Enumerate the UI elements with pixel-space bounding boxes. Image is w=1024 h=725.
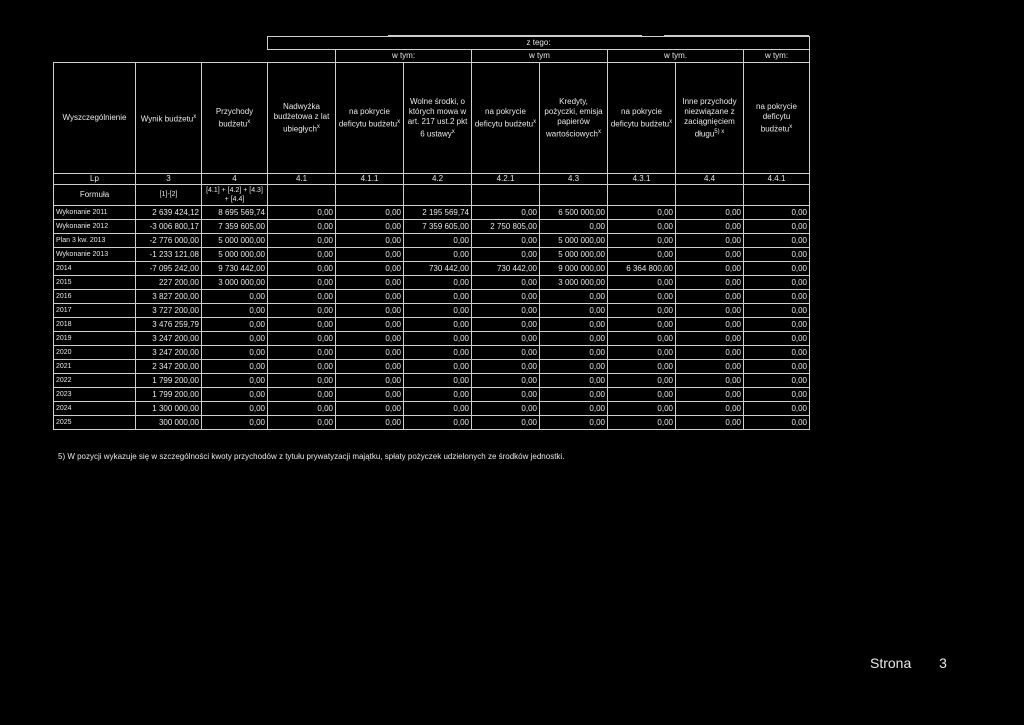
column-header: Nadwyżka budżetowa z lat ubiegłych$^x$ [268, 63, 336, 174]
table-row [54, 234, 810, 248]
cell-value: 0,00 [472, 206, 540, 220]
lp-value: 4.1 [268, 174, 336, 185]
z-tego-label: z tego: [268, 37, 810, 50]
cell-value: 0,00 [744, 332, 810, 346]
cell-value: 0,00 [268, 374, 336, 388]
column-header: Inne przychody niezwiązane z zaciągnięciem długu$^{5) x}$ [676, 63, 744, 174]
cell-value: 0,00 [404, 318, 472, 332]
cell-value: 0,00 [404, 416, 472, 430]
cell-value: -1 233 121,08 [136, 248, 202, 262]
cell-value: 0,00 [336, 374, 404, 388]
cell-value: 0,00 [404, 374, 472, 388]
column-header: Wynik budżetu$^x$ [136, 63, 202, 174]
cell-value: 0,00 [202, 346, 268, 360]
cell-value: 0,00 [268, 206, 336, 220]
table-row [54, 318, 810, 332]
cell-value: 0,00 [676, 206, 744, 220]
cell-value: 0,00 [608, 346, 676, 360]
cell-value: -7 095 242,00 [136, 262, 202, 276]
cell-value: 0,00 [608, 318, 676, 332]
cell-value: 0,00 [336, 416, 404, 430]
footnote: 5) W pozycji wykazuje się w szczególności kwoty przychodów z tytułu prywatyzacji majątku, spłaty pożyczek udzielonych ze środków jednostki. [58, 452, 565, 461]
cell-value: 0,00 [676, 318, 744, 332]
column-header: Wyszczególnienie [54, 63, 136, 174]
cell-value: 300 000,00 [136, 416, 202, 430]
cell-value: 0,00 [676, 374, 744, 388]
column-header: Przychody budżetu$^x$ [202, 63, 268, 174]
cell-value: 0,00 [404, 234, 472, 248]
table-row [54, 332, 810, 346]
cell-value: 2 347 200,00 [136, 360, 202, 374]
cell-value: 0,00 [744, 290, 810, 304]
cell-value: 0,00 [268, 388, 336, 402]
row-label: 2022 [54, 374, 136, 388]
table-row [54, 206, 810, 220]
row-label: 2014 [54, 262, 136, 276]
cell-value: 1 300 000,00 [136, 402, 202, 416]
cell-value: 0,00 [472, 332, 540, 346]
cell-value: 0,00 [472, 304, 540, 318]
cell-value: 0,00 [608, 304, 676, 318]
cell-value: 0,00 [744, 374, 810, 388]
budget-table [53, 36, 810, 430]
cell-value: 0,00 [472, 416, 540, 430]
cell-value: 0,00 [608, 416, 676, 430]
w-tym-label: w tym: [744, 50, 810, 63]
cell-value: 0,00 [472, 388, 540, 402]
cell-value: 0,00 [404, 360, 472, 374]
cell-value: 0,00 [268, 360, 336, 374]
cell-value: 9 730 442,00 [202, 262, 268, 276]
row-label: Wykonanie 2011 [54, 206, 136, 220]
cell-value: 0,00 [202, 332, 268, 346]
cell-value: 0,00 [676, 360, 744, 374]
cell-value: 0,00 [336, 388, 404, 402]
cell-value: 0,00 [472, 346, 540, 360]
table-row [54, 374, 810, 388]
cell-value: 0,00 [268, 220, 336, 234]
cell-value: 0,00 [404, 332, 472, 346]
cell-value: 0,00 [472, 234, 540, 248]
cell-value: 0,00 [608, 206, 676, 220]
row-label: 2017 [54, 304, 136, 318]
cell-value: 0,00 [744, 402, 810, 416]
cell-value: 0,00 [268, 248, 336, 262]
cell-value: 0,00 [336, 276, 404, 290]
cell-value: 0,00 [202, 402, 268, 416]
row-label: 2023 [54, 388, 136, 402]
cell-value: 0,00 [472, 402, 540, 416]
cell-value: 0,00 [540, 402, 608, 416]
table-row [54, 220, 810, 234]
cell-value: 5 000 000,00 [202, 248, 268, 262]
cell-value: 0,00 [404, 388, 472, 402]
cell-value: 0,00 [540, 332, 608, 346]
row-label: Wykonanie 2012 [54, 220, 136, 234]
cell-value: 0,00 [268, 332, 336, 346]
cell-value: 0,00 [336, 318, 404, 332]
cell-value: 3 476 259,79 [136, 318, 202, 332]
cell-value: 0,00 [336, 248, 404, 262]
cell-value: 0,00 [336, 290, 404, 304]
cell-value: 0,00 [404, 402, 472, 416]
cell-value: 0,00 [336, 220, 404, 234]
cell-value: 0,00 [676, 304, 744, 318]
cell-value: 0,00 [676, 402, 744, 416]
row-label: 2024 [54, 402, 136, 416]
cell-value: 0,00 [608, 360, 676, 374]
table-row [54, 388, 810, 402]
lp-value: 4.3.1 [608, 174, 676, 185]
table-row [54, 346, 810, 360]
cell-value: 0,00 [268, 346, 336, 360]
cell-value: 227 200,00 [136, 276, 202, 290]
cell-value: 0,00 [202, 318, 268, 332]
cell-value: 0,00 [202, 388, 268, 402]
cell-value: 9 000 000,00 [540, 262, 608, 276]
w-tym-label: w tym. [608, 50, 744, 63]
z-tego-row [54, 37, 810, 50]
cell-value: 0,00 [744, 262, 810, 276]
cell-value: 0,00 [744, 388, 810, 402]
cell-value: 0,00 [268, 262, 336, 276]
table-row [54, 304, 810, 318]
cell-value: 0,00 [336, 262, 404, 276]
cell-value: 0,00 [676, 276, 744, 290]
cell-value: 0,00 [336, 332, 404, 346]
row-label: 2020 [54, 346, 136, 360]
cell-value: 2 750 805,00 [472, 220, 540, 234]
row-label: 2019 [54, 332, 136, 346]
w-tym-row [54, 50, 810, 63]
column-header: Wolne środki, o których mowa w art. 217 ust.2 pkt 6 ustawy$^x$ [404, 63, 472, 174]
cell-value: 0,00 [744, 248, 810, 262]
w-tym-label: w tym: [336, 50, 472, 63]
formula-label: Formuła [54, 185, 136, 206]
cell-value: 0,00 [404, 304, 472, 318]
lp-value: 4.1.1 [336, 174, 404, 185]
cell-value: 0,00 [744, 346, 810, 360]
column-header: na pokrycie deficytu budżetu$^x$ [336, 63, 404, 174]
cell-value: 0,00 [540, 304, 608, 318]
table-row [54, 360, 810, 374]
cell-value: 0,00 [202, 416, 268, 430]
cell-value: 0,00 [676, 290, 744, 304]
cell-value: 0,00 [268, 304, 336, 318]
lp-value: 4.2 [404, 174, 472, 185]
cell-value: 0,00 [540, 360, 608, 374]
cell-value: 0,00 [608, 220, 676, 234]
formula-value: [4.1] + [4.2] + [4.3] + [4.4] [202, 185, 268, 206]
lp-value: 4.4 [676, 174, 744, 185]
cell-value: 0,00 [744, 416, 810, 430]
row-label: 2018 [54, 318, 136, 332]
cell-value: 0,00 [336, 206, 404, 220]
formula-value: [1]-[2] [136, 185, 202, 206]
cell-value: 0,00 [540, 290, 608, 304]
cell-value: 0,00 [268, 290, 336, 304]
cell-value: 2 195 569,74 [404, 206, 472, 220]
cell-value: 0,00 [202, 290, 268, 304]
column-header: na pokrycie deficytu budżetu$^x$ [608, 63, 676, 174]
cell-value: 3 727 200,00 [136, 304, 202, 318]
cell-value: 0,00 [540, 374, 608, 388]
cell-value: 0,00 [744, 360, 810, 374]
table-row [54, 290, 810, 304]
cell-value: 3 000 000,00 [202, 276, 268, 290]
lp-value: 4.2.1 [472, 174, 540, 185]
cell-value: 0,00 [336, 234, 404, 248]
cell-value: 5 000 000,00 [540, 234, 608, 248]
page-number: 3 [939, 655, 947, 671]
cell-value: 0,00 [540, 346, 608, 360]
cell-value: 7 359 605,00 [404, 220, 472, 234]
formula-row [54, 185, 810, 206]
cell-value: 0,00 [676, 248, 744, 262]
cell-value: -3 006 800,17 [136, 220, 202, 234]
cell-value: 0,00 [744, 206, 810, 220]
cell-value: 0,00 [540, 416, 608, 430]
table-row [54, 402, 810, 416]
row-label: 2015 [54, 276, 136, 290]
table-row [54, 248, 810, 262]
column-header-row [54, 63, 810, 174]
cell-value: 3 000 000,00 [540, 276, 608, 290]
cell-value: 0,00 [472, 360, 540, 374]
cell-value: 0,00 [608, 332, 676, 346]
cell-value: 0,00 [404, 346, 472, 360]
cell-value: 0,00 [676, 234, 744, 248]
page-label: Strona [870, 655, 912, 671]
cell-value: 6 364 800,00 [608, 262, 676, 276]
cell-value: 0,00 [336, 346, 404, 360]
row-label: 2021 [54, 360, 136, 374]
cell-value: 7 359 605,00 [202, 220, 268, 234]
table-row [54, 416, 810, 430]
cell-value: 0,00 [608, 248, 676, 262]
cell-value: 0,00 [608, 402, 676, 416]
cell-value: 5 000 000,00 [540, 248, 608, 262]
cell-value: 3 827 200,00 [136, 290, 202, 304]
lp-value: 4 [202, 174, 268, 185]
cell-value: 0,00 [472, 276, 540, 290]
cell-value: 0,00 [336, 304, 404, 318]
cell-value: 6 500 000,00 [540, 206, 608, 220]
cell-value: 3 247 200,00 [136, 332, 202, 346]
lp-label: Lp [54, 174, 136, 185]
cell-value: 8 695 569,74 [202, 206, 268, 220]
cell-value: 0,00 [336, 360, 404, 374]
row-label: 2025 [54, 416, 136, 430]
cell-value: 0,00 [676, 262, 744, 276]
cell-value: 0,00 [472, 248, 540, 262]
column-header: na pokrycie deficytu budżetu$^x$ [744, 63, 810, 174]
cell-value: 1 799 200,00 [136, 388, 202, 402]
cell-value: 0,00 [336, 402, 404, 416]
cell-value: 0,00 [268, 402, 336, 416]
lp-value: 4.3 [540, 174, 608, 185]
cell-value: 0,00 [744, 276, 810, 290]
cell-value: 0,00 [268, 416, 336, 430]
cell-value: 730 442,00 [404, 262, 472, 276]
budget-table-container [53, 36, 809, 430]
cell-value: 0,00 [472, 318, 540, 332]
cell-value: 3 247 200,00 [136, 346, 202, 360]
cell-value: 0,00 [608, 290, 676, 304]
cell-value: 0,00 [268, 276, 336, 290]
cell-value: 0,00 [404, 248, 472, 262]
cell-value: -2 776 000,00 [136, 234, 202, 248]
cell-value: 0,00 [202, 304, 268, 318]
table-row [54, 262, 810, 276]
cell-value: 1 799 200,00 [136, 374, 202, 388]
column-header: na pokrycie deficytu budżetu$^x$ [472, 63, 540, 174]
row-label: 2016 [54, 290, 136, 304]
cell-value: 0,00 [540, 318, 608, 332]
cell-value: 0,00 [608, 276, 676, 290]
cell-value: 0,00 [744, 220, 810, 234]
w-tym-label: w tym [472, 50, 608, 63]
cell-value: 0,00 [744, 318, 810, 332]
page-indicator [870, 655, 947, 671]
cell-value: 0,00 [676, 332, 744, 346]
data-rows [54, 206, 810, 430]
cell-value: 0,00 [608, 374, 676, 388]
cell-value: 0,00 [268, 318, 336, 332]
lp-value: 4.4.1 [744, 174, 810, 185]
cell-value: 0,00 [608, 388, 676, 402]
cell-value: 0,00 [744, 234, 810, 248]
cell-value: 0,00 [472, 290, 540, 304]
cell-value: 0,00 [676, 346, 744, 360]
cell-value: 0,00 [540, 388, 608, 402]
lp-value: 3 [136, 174, 202, 185]
cell-value: 0,00 [404, 276, 472, 290]
cell-value: 0,00 [404, 290, 472, 304]
cell-value: 5 000 000,00 [202, 234, 268, 248]
cell-value: 2 639 424,12 [136, 206, 202, 220]
cell-value: 0,00 [202, 360, 268, 374]
cell-value: 0,00 [676, 416, 744, 430]
column-header: Kredyty, pożyczki, emisja papierów wartościowych$^x$ [540, 63, 608, 174]
row-label: Plan 3 kw. 2013 [54, 234, 136, 248]
cell-value: 0,00 [676, 388, 744, 402]
cell-value: 0,00 [676, 220, 744, 234]
table-row [54, 276, 810, 290]
lp-row [54, 174, 810, 185]
cell-value: 0,00 [202, 374, 268, 388]
row-label: Wykonanie 2013 [54, 248, 136, 262]
cell-value: 0,00 [608, 234, 676, 248]
cell-value: 0,00 [540, 220, 608, 234]
cell-value: 0,00 [744, 304, 810, 318]
cell-value: 730 442,00 [472, 262, 540, 276]
cell-value: 0,00 [472, 374, 540, 388]
cell-value: 0,00 [268, 234, 336, 248]
